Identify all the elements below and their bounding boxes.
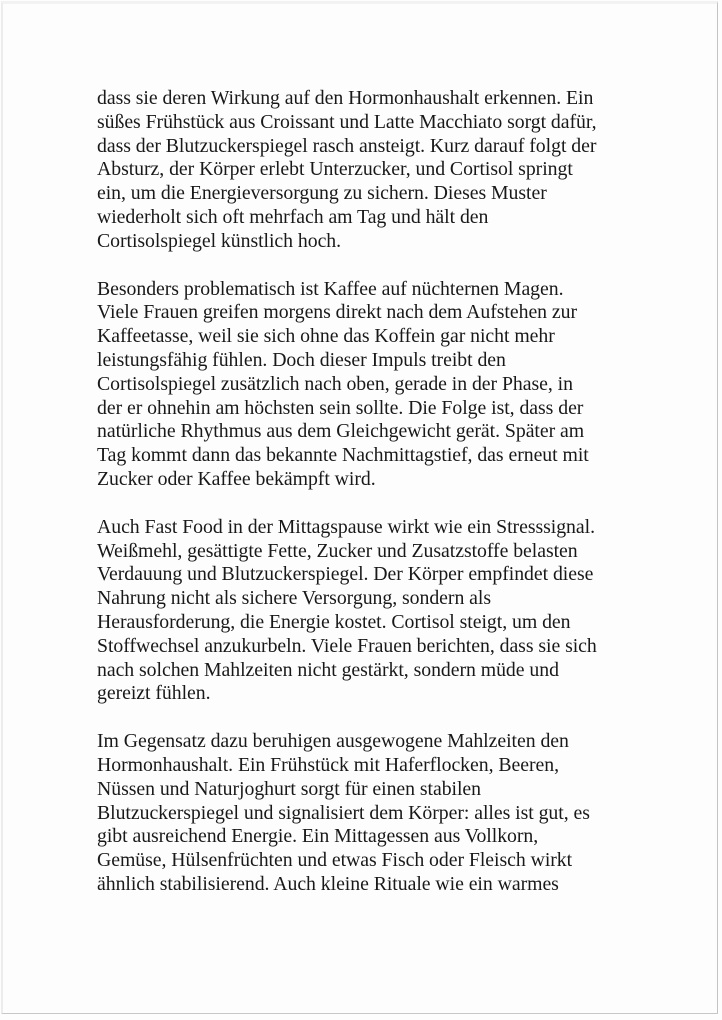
text-line: Im Gegensatz dazu beruhigen ausgewogene Mahlzeiten den bbox=[97, 730, 569, 753]
text-line: Viele Frauen greifen morgens direkt nach dem Aufstehen zur bbox=[97, 301, 578, 324]
text-line: wiederholt sich oft mehrfach am Tag und hält den bbox=[97, 205, 489, 228]
text-line: ähnlich stabilisierend. Auch kleine Rituale wie ein warmes bbox=[97, 872, 559, 895]
text-line: gereizt fühlen. bbox=[97, 682, 211, 705]
text-line: Kaffeetasse, weil sie sich ohne das Koffein gar nicht mehr bbox=[97, 325, 555, 348]
text-line: süßes Frühstück aus Croissant und Latte Macchiato sorgt dafür, bbox=[97, 110, 597, 133]
text-line: Herausforderung, die Energie kostet. Cortisol steigt, um den bbox=[97, 610, 571, 633]
text-line: Stoffwechsel anzukurbeln. Viele Frauen berichten, dass sie sich bbox=[97, 634, 597, 657]
text-line: Besonders problematisch ist Kaffee auf nüchternen Magen. bbox=[97, 277, 564, 300]
paragraph bbox=[97, 278, 642, 492]
text-line: der er ohnehin am höchsten sein sollte. Die Folge ist, dass der bbox=[97, 396, 584, 419]
text-line: Nahrung nicht als sichere Versorgung, sondern als bbox=[97, 587, 492, 610]
text-line: nach solchen Mahlzeiten nicht gestärkt, sondern müde und bbox=[97, 658, 559, 681]
text-line: Weißmehl, gesättigte Fette, Zucker und Zusatzstoffe belasten bbox=[97, 539, 578, 562]
text-line: leistungsfähig fühlen. Doch dieser Impuls treibt den bbox=[97, 348, 506, 371]
text-line: natürliche Rhythmus aus dem Gleichgewicht gerät. Später am bbox=[97, 420, 585, 443]
text-line: Gemüse, Hülsenfrüchten und etwas Fisch oder Fleisch wirkt bbox=[97, 849, 573, 872]
text-line: Hormonhaushalt. Ein Frühstück mit Haferflocken, Beeren, bbox=[97, 753, 559, 776]
text-line: dass sie deren Wirkung auf den Hormonhaushalt erkennen. Ein bbox=[97, 87, 594, 109]
text-line: gibt ausreichend Energie. Ein Mittagessen aus Vollkorn, bbox=[97, 825, 539, 848]
text-line: Tag kommt dann das bekannte Nachmittagstief, das erneut mit bbox=[97, 444, 589, 467]
text-line: Nüssen und Naturjoghurt sorgt für einen stabilen bbox=[97, 777, 482, 800]
text-line: Auch Fast Food in der Mittagspause wirkt wie ein Stresssignal. bbox=[97, 515, 595, 538]
text-line: dass der Blutzuckerspiegel rasch ansteigt. Kurz darauf folgt der bbox=[97, 134, 597, 157]
text-line: Cortisolspiegel zusätzlich nach oben, gerade in der Phase, in bbox=[97, 372, 573, 395]
document-body bbox=[97, 87, 642, 897]
text-line: Verdauung und Blutzuckerspiegel. Der Körper empfindet diese bbox=[97, 563, 594, 586]
text-line: Blutzuckerspiegel und signalisiert dem Körper: alles ist gut, es bbox=[97, 801, 590, 824]
paragraph bbox=[97, 87, 642, 254]
text-line: ein, um die Energieversorgung zu sichern. Dieses Muster bbox=[97, 182, 547, 205]
paragraph bbox=[97, 516, 642, 706]
text-line: Absturz, der Körper erlebt Unterzucker, und Cortisol springt bbox=[97, 158, 573, 181]
text-line: Cortisolspiegel künstlich hoch. bbox=[97, 229, 342, 252]
text-line: Zucker oder Kaffee bekämpft wird. bbox=[97, 467, 376, 490]
paragraph bbox=[97, 730, 642, 897]
